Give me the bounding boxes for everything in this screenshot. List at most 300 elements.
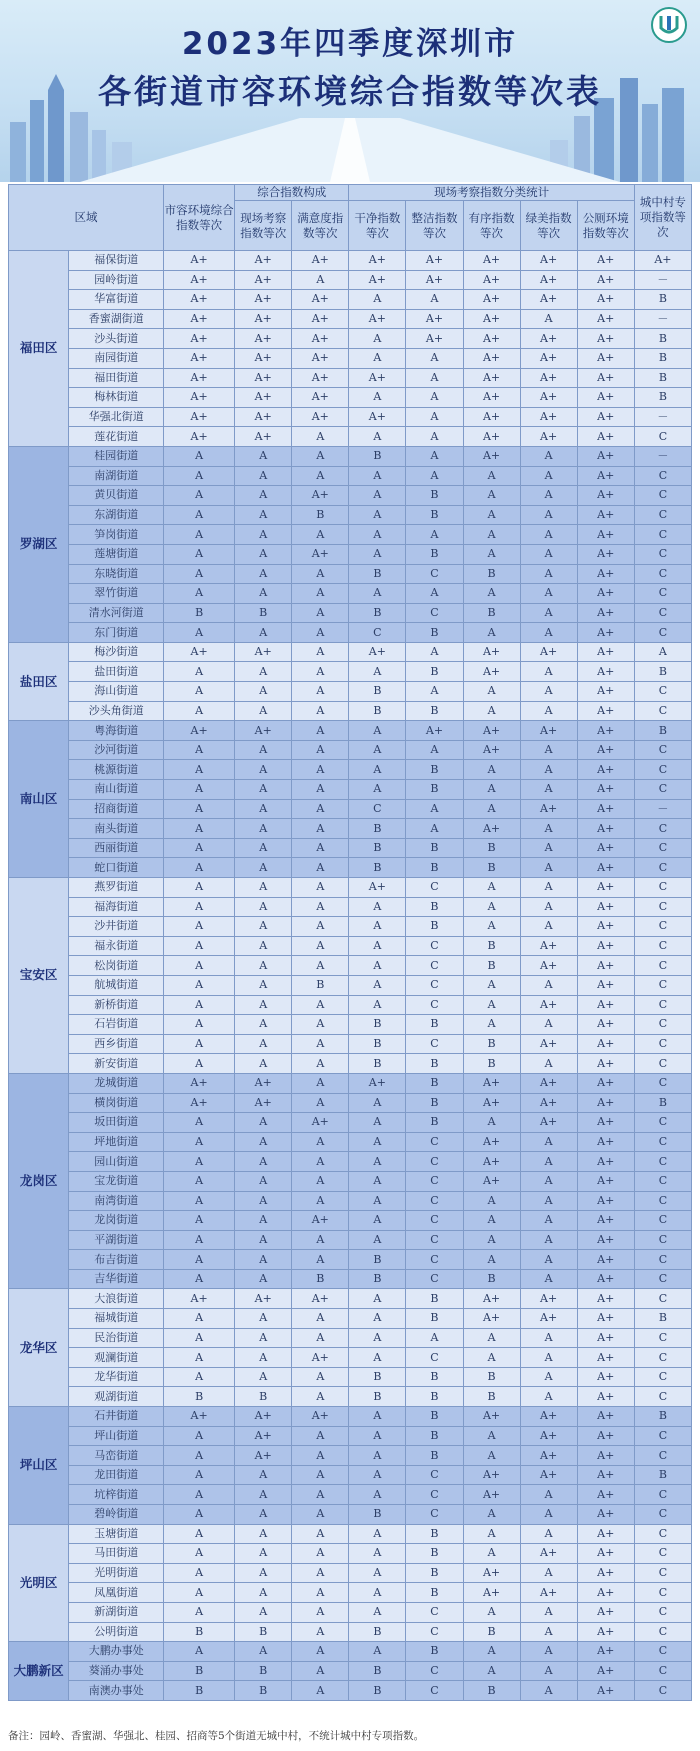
grade-cell: A bbox=[520, 760, 577, 780]
grade-cell: A bbox=[235, 1642, 292, 1662]
street-name: 香蜜湖街道 bbox=[69, 309, 164, 329]
grade-cell: C bbox=[634, 505, 691, 525]
grade-cell: A bbox=[164, 1015, 235, 1035]
grade-cell: A bbox=[349, 1093, 406, 1113]
table-row bbox=[9, 1328, 692, 1348]
grade-cell: C bbox=[406, 1250, 463, 1270]
street-name: 南湖街道 bbox=[69, 466, 164, 486]
grade-cell: A bbox=[349, 1426, 406, 1446]
grade-cell: C bbox=[634, 623, 691, 643]
grade-cell: A bbox=[349, 995, 406, 1015]
grade-cell: A bbox=[235, 936, 292, 956]
district-name: 龙岗区 bbox=[9, 1073, 69, 1289]
table-row bbox=[9, 1054, 692, 1074]
grade-cell: C bbox=[634, 838, 691, 858]
grade-cell: A+ bbox=[520, 368, 577, 388]
grade-cell: A+ bbox=[520, 427, 577, 447]
grade-cell: B bbox=[463, 838, 520, 858]
grade-cell: A bbox=[164, 1171, 235, 1191]
street-name: 南澳办事处 bbox=[69, 1681, 164, 1701]
grade-cell: C bbox=[634, 1563, 691, 1583]
table-row bbox=[9, 1132, 692, 1152]
grade-cell: C bbox=[634, 819, 691, 839]
grade-cell: A bbox=[164, 1426, 235, 1446]
grade-cell: A bbox=[292, 662, 349, 682]
grade-cell: A bbox=[349, 1132, 406, 1152]
grade-cell: B bbox=[164, 603, 235, 623]
grade-cell: A bbox=[463, 799, 520, 819]
grade-cell: A bbox=[292, 701, 349, 721]
grade-cell: B bbox=[349, 1681, 406, 1701]
grade-cell: A bbox=[292, 1426, 349, 1446]
grade-cell: C bbox=[406, 1661, 463, 1681]
grade-cell: B bbox=[634, 290, 691, 310]
grade-cell: A bbox=[164, 1152, 235, 1172]
grade-cell: A bbox=[463, 623, 520, 643]
grade-cell: B bbox=[634, 1093, 691, 1113]
grade-cell: A bbox=[235, 1309, 292, 1329]
district-name: 福田区 bbox=[9, 251, 69, 447]
grade-cell: A bbox=[292, 1524, 349, 1544]
grade-cell: A bbox=[463, 701, 520, 721]
grade-cell: A+ bbox=[577, 1505, 634, 1525]
table-row bbox=[9, 975, 692, 995]
grade-cell: A bbox=[235, 897, 292, 917]
grade-cell: C bbox=[406, 1602, 463, 1622]
grade-cell: A+ bbox=[520, 329, 577, 349]
grade-cell: A bbox=[235, 1054, 292, 1074]
grade-cell: A+ bbox=[292, 388, 349, 408]
grade-cell: A bbox=[349, 1230, 406, 1250]
grade-cell: A+ bbox=[577, 1073, 634, 1093]
grade-cell: B bbox=[164, 1622, 235, 1642]
table-row bbox=[9, 1269, 692, 1289]
table-row bbox=[9, 721, 692, 741]
grade-cell: A+ bbox=[577, 1328, 634, 1348]
grade-cell: A+ bbox=[520, 290, 577, 310]
grade-cell: A bbox=[235, 975, 292, 995]
grade-cell: A+ bbox=[577, 1132, 634, 1152]
table-row bbox=[9, 799, 692, 819]
grade-cell: A bbox=[349, 917, 406, 937]
grade-cell: A bbox=[292, 1073, 349, 1093]
grade-cell: A bbox=[406, 407, 463, 427]
grade-cell: A bbox=[463, 760, 520, 780]
grade-cell: A bbox=[520, 1642, 577, 1662]
grade-cell: A bbox=[349, 1191, 406, 1211]
grade-cell: A bbox=[349, 1289, 406, 1309]
grade-cell: C bbox=[634, 466, 691, 486]
table-row bbox=[9, 1681, 692, 1701]
table-row bbox=[9, 1015, 692, 1035]
street-name: 梅沙街道 bbox=[69, 642, 164, 662]
table-row bbox=[9, 838, 692, 858]
grade-cell: C bbox=[406, 1505, 463, 1525]
grade-cell: B bbox=[406, 1426, 463, 1446]
grade-cell: A bbox=[164, 780, 235, 800]
grade-cell: A+ bbox=[577, 1289, 634, 1309]
grade-cell: A+ bbox=[577, 446, 634, 466]
grade-cell: C bbox=[634, 1661, 691, 1681]
grade-cell: A bbox=[463, 1602, 520, 1622]
street-name: 黄贝街道 bbox=[69, 486, 164, 506]
grade-cell: A+ bbox=[577, 290, 634, 310]
header-overall: 市容环境综合指数等次 bbox=[164, 185, 235, 251]
grade-cell: A+ bbox=[235, 290, 292, 310]
grade-cell: A bbox=[520, 819, 577, 839]
grade-cell: A bbox=[520, 878, 577, 898]
grade-cell: A+ bbox=[577, 780, 634, 800]
grade-cell: A bbox=[292, 1093, 349, 1113]
table-row bbox=[9, 1387, 692, 1407]
grade-cell: B bbox=[164, 1661, 235, 1681]
grade-cell: A bbox=[520, 1152, 577, 1172]
grade-cell: A+ bbox=[577, 1309, 634, 1329]
grade-cell: A bbox=[463, 1642, 520, 1662]
grade-cell: A+ bbox=[463, 1407, 520, 1427]
grade-cell: A+ bbox=[292, 1113, 349, 1133]
table-row bbox=[9, 584, 692, 604]
grade-cell: A+ bbox=[577, 701, 634, 721]
grade-cell: B bbox=[406, 1642, 463, 1662]
street-name: 大鹏办事处 bbox=[69, 1642, 164, 1662]
grade-cell: A bbox=[164, 1113, 235, 1133]
grade-cell: A bbox=[235, 1328, 292, 1348]
grade-cell: A+ bbox=[463, 1583, 520, 1603]
grade-cell: A+ bbox=[577, 1524, 634, 1544]
grade-cell: A+ bbox=[577, 721, 634, 741]
grade-cell: A+ bbox=[349, 309, 406, 329]
grade-cell: A bbox=[164, 1211, 235, 1231]
grade-cell: A bbox=[349, 1485, 406, 1505]
grade-cell: A bbox=[349, 388, 406, 408]
grade-cell: A bbox=[292, 760, 349, 780]
grade-cell: A bbox=[406, 368, 463, 388]
grade-cell: B bbox=[406, 1407, 463, 1427]
grade-cell: A bbox=[164, 740, 235, 760]
grade-cell: A bbox=[164, 1505, 235, 1525]
street-name: 桂园街道 bbox=[69, 446, 164, 466]
grade-cell: A bbox=[520, 1191, 577, 1211]
grade-cell: C bbox=[406, 564, 463, 584]
street-name: 福海街道 bbox=[69, 897, 164, 917]
grade-cell: A bbox=[349, 1446, 406, 1466]
grade-cell: A+ bbox=[577, 1426, 634, 1446]
table-row bbox=[9, 1152, 692, 1172]
grade-cell: A bbox=[164, 1034, 235, 1054]
grade-cell: C bbox=[406, 956, 463, 976]
grade-cell: A bbox=[164, 1328, 235, 1348]
grade-cell: A bbox=[520, 309, 577, 329]
grade-cell: A bbox=[292, 1465, 349, 1485]
grade-cell: A+ bbox=[577, 1171, 634, 1191]
grade-cell: A bbox=[164, 486, 235, 506]
grade-cell: A bbox=[235, 799, 292, 819]
grade-cell: A bbox=[235, 1602, 292, 1622]
grade-cell: C bbox=[634, 1583, 691, 1603]
grade-cell: A+ bbox=[577, 486, 634, 506]
grade-cell: A bbox=[406, 740, 463, 760]
grade-cell: A+ bbox=[520, 270, 577, 290]
grade-cell: A bbox=[164, 1054, 235, 1074]
grade-cell: B bbox=[406, 917, 463, 937]
table-row bbox=[9, 348, 692, 368]
grade-cell: A bbox=[164, 584, 235, 604]
grade-cell: A bbox=[235, 486, 292, 506]
district-name: 大鹏新区 bbox=[9, 1642, 69, 1701]
table-row bbox=[9, 1250, 692, 1270]
grade-cell: A bbox=[463, 1113, 520, 1133]
grade-cell: A bbox=[349, 1211, 406, 1231]
grade-cell: A+ bbox=[577, 1485, 634, 1505]
grade-cell: A bbox=[292, 1602, 349, 1622]
table-row bbox=[9, 1034, 692, 1054]
grade-cell: B bbox=[634, 329, 691, 349]
grade-cell: A bbox=[520, 525, 577, 545]
grade-cell: A bbox=[164, 1642, 235, 1662]
street-name: 东晓街道 bbox=[69, 564, 164, 584]
grade-cell: A bbox=[520, 740, 577, 760]
street-name: 南山街道 bbox=[69, 780, 164, 800]
table-row bbox=[9, 1446, 692, 1466]
header-village: 城中村专项指数等次 bbox=[634, 185, 691, 251]
grade-cell: A bbox=[349, 897, 406, 917]
street-name: 东湖街道 bbox=[69, 505, 164, 525]
grade-cell: A bbox=[349, 1544, 406, 1564]
street-name: 碧岭街道 bbox=[69, 1505, 164, 1525]
grade-cell: A bbox=[164, 819, 235, 839]
grade-cell: A+ bbox=[577, 388, 634, 408]
grade-cell: A bbox=[164, 1191, 235, 1211]
grade-cell: A+ bbox=[577, 1191, 634, 1211]
grade-cell: B bbox=[406, 1309, 463, 1329]
grade-cell: A bbox=[406, 525, 463, 545]
grade-cell: A+ bbox=[463, 1485, 520, 1505]
grade-cell: C bbox=[634, 1132, 691, 1152]
street-name: 蛇口街道 bbox=[69, 858, 164, 878]
grade-cell: A+ bbox=[235, 348, 292, 368]
table-row bbox=[9, 1661, 692, 1681]
grade-cell: A+ bbox=[463, 270, 520, 290]
street-name: 光明街道 bbox=[69, 1563, 164, 1583]
grade-cell: A+ bbox=[349, 642, 406, 662]
grade-cell: A bbox=[164, 956, 235, 976]
grade-cell: B bbox=[463, 1387, 520, 1407]
grade-cell: A bbox=[164, 936, 235, 956]
grade-cell: B bbox=[634, 1465, 691, 1485]
grade-cell: B bbox=[164, 1681, 235, 1701]
grade-cell: A bbox=[292, 564, 349, 584]
grade-cell: A bbox=[634, 642, 691, 662]
street-name: 翠竹街道 bbox=[69, 584, 164, 604]
grade-cell: A+ bbox=[520, 995, 577, 1015]
table-row bbox=[9, 427, 692, 447]
grade-cell: A bbox=[164, 995, 235, 1015]
grade-cell: B bbox=[463, 564, 520, 584]
street-name: 粤海街道 bbox=[69, 721, 164, 741]
grade-cell: A+ bbox=[577, 329, 634, 349]
street-name: 东门街道 bbox=[69, 623, 164, 643]
district-name: 宝安区 bbox=[9, 878, 69, 1074]
grade-cell: A+ bbox=[463, 1563, 520, 1583]
table-row bbox=[9, 1230, 692, 1250]
grade-cell: B bbox=[634, 721, 691, 741]
grade-cell: B bbox=[406, 1093, 463, 1113]
grade-cell: C bbox=[406, 1230, 463, 1250]
grade-cell: A+ bbox=[292, 544, 349, 564]
table-row bbox=[9, 897, 692, 917]
grade-cell: A bbox=[164, 838, 235, 858]
street-name: 新湖街道 bbox=[69, 1602, 164, 1622]
street-name: 坪地街道 bbox=[69, 1132, 164, 1152]
grade-cell: A bbox=[463, 1348, 520, 1368]
grade-cell: A+ bbox=[463, 1073, 520, 1093]
grade-cell: A+ bbox=[164, 427, 235, 447]
grade-cell: A+ bbox=[235, 427, 292, 447]
grade-cell: C bbox=[406, 1485, 463, 1505]
grade-cell: A+ bbox=[235, 1446, 292, 1466]
grade-cell: A+ bbox=[463, 329, 520, 349]
grade-cell: A+ bbox=[463, 1309, 520, 1329]
grade-cell: A+ bbox=[520, 1113, 577, 1133]
grade-cell: － bbox=[634, 446, 691, 466]
grade-cell: A bbox=[164, 975, 235, 995]
grade-cell: A+ bbox=[577, 1230, 634, 1250]
grade-cell: A+ bbox=[463, 251, 520, 271]
grade-cell: A+ bbox=[463, 1093, 520, 1113]
grade-cell: A bbox=[520, 486, 577, 506]
grade-cell: A+ bbox=[463, 368, 520, 388]
grade-cell: C bbox=[634, 1269, 691, 1289]
grade-cell: A+ bbox=[520, 407, 577, 427]
page-title-line2: 各街道市容环境综合指数等次表 bbox=[98, 72, 602, 111]
table-row bbox=[9, 1426, 692, 1446]
grade-cell: A+ bbox=[520, 348, 577, 368]
street-name: 龙岗街道 bbox=[69, 1211, 164, 1231]
grade-cell: A bbox=[292, 642, 349, 662]
grade-cell: A+ bbox=[520, 251, 577, 271]
grade-cell: A+ bbox=[577, 838, 634, 858]
grade-cell: C bbox=[634, 1250, 691, 1270]
grade-cell: A bbox=[292, 858, 349, 878]
header-composite-group: 综合指数构成 bbox=[235, 185, 349, 201]
grade-cell: B bbox=[349, 446, 406, 466]
grade-cell: A bbox=[164, 1544, 235, 1564]
grade-cell: B bbox=[463, 1034, 520, 1054]
table-row bbox=[9, 1544, 692, 1564]
grade-cell: A+ bbox=[577, 936, 634, 956]
grade-cell: A bbox=[520, 584, 577, 604]
street-name: 观湖街道 bbox=[69, 1387, 164, 1407]
grade-cell: A bbox=[235, 1132, 292, 1152]
grade-cell: B bbox=[634, 1407, 691, 1427]
grade-cell: C bbox=[634, 1113, 691, 1133]
grade-cell: A bbox=[235, 544, 292, 564]
grade-cell: B bbox=[349, 1505, 406, 1525]
grade-cell: B bbox=[235, 1622, 292, 1642]
grade-cell: C bbox=[634, 780, 691, 800]
grade-cell: C bbox=[634, 917, 691, 937]
grade-cell: B bbox=[349, 858, 406, 878]
grade-cell: A bbox=[292, 1015, 349, 1035]
grade-cell: A+ bbox=[349, 270, 406, 290]
grade-cell: B bbox=[349, 1015, 406, 1035]
grade-cell: A bbox=[520, 466, 577, 486]
grade-cell: A+ bbox=[463, 662, 520, 682]
grade-cell: A bbox=[235, 780, 292, 800]
grade-cell: B bbox=[349, 1054, 406, 1074]
grade-cell: A+ bbox=[463, 1132, 520, 1152]
grade-cell: A+ bbox=[577, 1250, 634, 1270]
grade-cell: A+ bbox=[235, 251, 292, 271]
grade-cell: A+ bbox=[406, 270, 463, 290]
table-row bbox=[9, 407, 692, 427]
table-row bbox=[9, 1524, 692, 1544]
header-clean: 干净指数等次 bbox=[349, 201, 406, 251]
grade-cell: C bbox=[634, 701, 691, 721]
grade-cell: A bbox=[463, 1015, 520, 1035]
grade-cell: A+ bbox=[520, 721, 577, 741]
grade-cell: A bbox=[349, 721, 406, 741]
grade-cell: A bbox=[292, 878, 349, 898]
grade-cell: A bbox=[235, 1113, 292, 1133]
grade-cell: A bbox=[463, 975, 520, 995]
table-row bbox=[9, 544, 692, 564]
grade-cell: C bbox=[634, 1191, 691, 1211]
grade-cell: A bbox=[164, 525, 235, 545]
grade-cell: A+ bbox=[164, 642, 235, 662]
grade-cell: A+ bbox=[235, 1426, 292, 1446]
grade-cell: A+ bbox=[520, 1034, 577, 1054]
grade-cell: A bbox=[164, 1563, 235, 1583]
grade-cell: B bbox=[406, 1015, 463, 1035]
grade-cell: A bbox=[349, 466, 406, 486]
grade-cell: A bbox=[463, 584, 520, 604]
grade-cell: A bbox=[164, 1602, 235, 1622]
grade-cell: C bbox=[634, 525, 691, 545]
table-row bbox=[9, 564, 692, 584]
grade-cell: A bbox=[349, 1642, 406, 1662]
grade-cell: B bbox=[406, 760, 463, 780]
grade-cell: C bbox=[406, 1211, 463, 1231]
street-name: 马峦街道 bbox=[69, 1446, 164, 1466]
grade-cell: A+ bbox=[235, 1073, 292, 1093]
grade-cell: A bbox=[292, 1583, 349, 1603]
grade-cell: A bbox=[292, 1230, 349, 1250]
street-name: 西丽街道 bbox=[69, 838, 164, 858]
grade-cell: A+ bbox=[577, 1015, 634, 1035]
street-name: 马田街道 bbox=[69, 1544, 164, 1564]
grade-cell: A bbox=[463, 878, 520, 898]
grade-cell: A+ bbox=[235, 642, 292, 662]
table-row bbox=[9, 309, 692, 329]
grade-cell: A bbox=[164, 897, 235, 917]
grade-cell: A+ bbox=[577, 427, 634, 447]
grade-cell: B bbox=[406, 1367, 463, 1387]
grade-cell: B bbox=[463, 1269, 520, 1289]
grade-cell: A bbox=[520, 544, 577, 564]
street-name: 园岭街道 bbox=[69, 270, 164, 290]
street-name: 南头街道 bbox=[69, 819, 164, 839]
grade-cell: B bbox=[349, 1661, 406, 1681]
grade-cell: A+ bbox=[235, 388, 292, 408]
grade-cell: A bbox=[164, 682, 235, 702]
grade-cell: A bbox=[463, 1544, 520, 1564]
grade-cell: A bbox=[520, 975, 577, 995]
grade-cell: A bbox=[235, 1191, 292, 1211]
grade-cell: C bbox=[406, 1681, 463, 1701]
grade-cell: A+ bbox=[463, 1289, 520, 1309]
